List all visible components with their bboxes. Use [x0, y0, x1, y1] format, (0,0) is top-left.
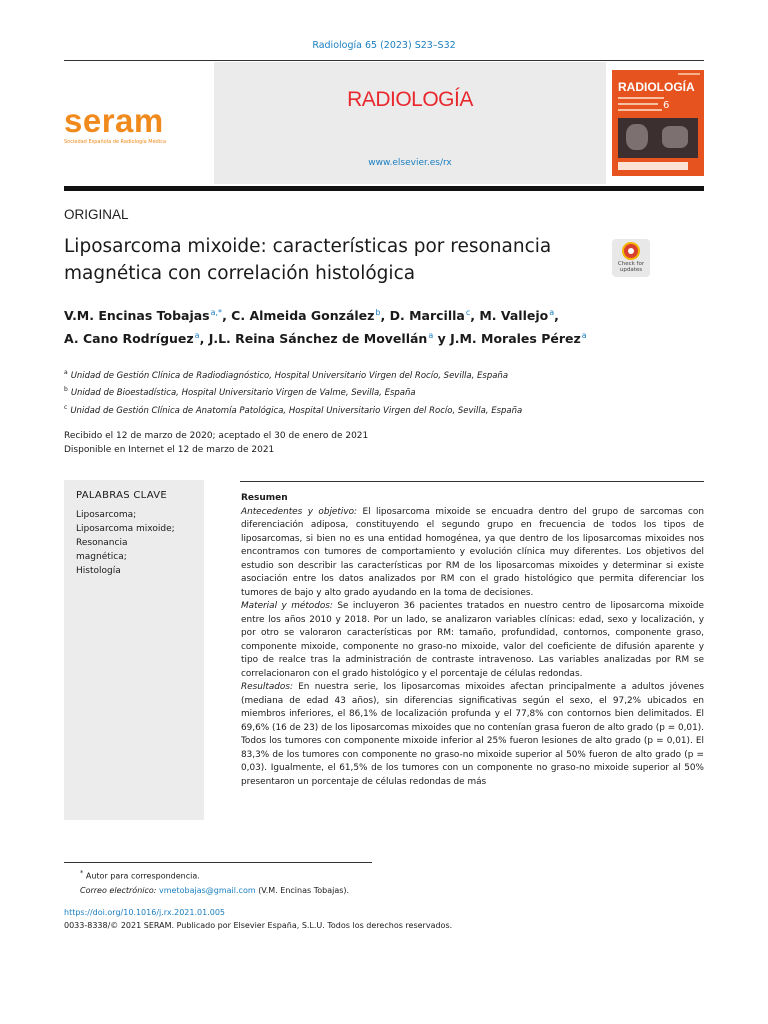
author: D. Marcilla$^c$, [389, 308, 480, 324]
keyword: Resonancia [76, 538, 128, 548]
keywords-panel [64, 480, 204, 820]
cover-radiograph [618, 118, 698, 158]
header-top-rule [64, 60, 704, 61]
author-affiliation-link[interactable]: c [465, 308, 471, 317]
copyright-notice: 0033-8338/© 2021 SERAM. Publicado por Elsevier España, S.L.U. Todos los derechos reservados. [64, 921, 453, 930]
author-affiliation-link[interactable]: a [581, 331, 587, 341]
abstract-section: Antecedentes y objetivo: El liposarcoma mixoide se encuadra dentro del grupo de sarcomas con diferenciación adiposa, constituyendo el segundo grupo en frecuencia de todos los tipos de liposarcomas, si bien no es una entidad homogénea, ya que dentro de los liposarcomas mixoides nos encontramos con tumores de comportamiento y evolución clínica muy diferentes. Los objetivos del estudio son describir las características por RM de los liposarcomas mixoides y determinar si existe asociación entre los datos analizados por RM con el grado histológico que permita diferenciar los tumores de bajo y alto grado ayudando en la toma de decisiones. [241, 506, 704, 598]
online-date: Disponible en Internet el 12 de marzo de 2021 [64, 445, 275, 455]
author: C. Almeida González$^b$, [231, 308, 390, 324]
affiliation: $^b$ Unidad de Bioestadística, Hospital Universitario Virgen de Valme, Sevilla, España [64, 386, 416, 399]
author: A. Cano Rodríguez$^a$, [64, 331, 209, 347]
article-dates [64, 429, 704, 457]
cover-issue-number: 6 [663, 100, 670, 111]
check-updates-icon [622, 242, 640, 260]
author: J.L. Reina Sánchez de Movellán$^a$ y [208, 331, 451, 347]
received-date: Recibido el 12 de marzo de 2020; aceptado el 30 de enero de 2021 [64, 431, 369, 441]
keywords-title: PALABRAS CLAVE [76, 490, 167, 501]
author-affiliation-link[interactable]: a [428, 331, 434, 341]
keyword: Liposarcoma; [76, 510, 137, 520]
author: M. Vallejo$^a$, [479, 308, 559, 324]
journal-url[interactable]: www.elsevier.es/rx [368, 158, 452, 168]
check-updates-label: Check for updates [617, 261, 645, 273]
affiliation: $^a$ Unidad de Gestión Clínica de Radiodiagnóstico, Hospital Universitario Virgen del Rocío, Sevilla, España [64, 369, 509, 381]
check-for-updates-button[interactable] [612, 239, 650, 277]
abstract-section: Material y métodos: Se incluyeron 36 pacientes tratados en nuestro centro de liposarcoma mixoide entre los años 2010 y 2018. Por un lado, se analizaron variables clínicas: edad, sexo y localización, y por otro se valoraron características por RM: tamaño, profundidad, contornos, componente graso, componente mixoide, componente no graso-no mixoide, valor del coeficiente de difusión aparente y tipo de realce tras la administración de contraste intravenoso. Las variables analizadas por RM se correlacionaron con el grado histológico y el porcentaje de células redondas. [241, 601, 704, 679]
abstract [241, 492, 704, 789]
logo-subtitle: Sociedad Española de Radiología Médica [64, 139, 167, 145]
abstract-heading: Resumen [241, 493, 288, 503]
affiliation: $^c$ Unidad de Gestión Clínica de Anatomía Patológica, Hospital Universitario Virgen del Rocío, Sevilla, España [64, 403, 523, 416]
author-affiliation-link[interactable]: b [375, 308, 381, 317]
journal-cover-image[interactable] [612, 70, 704, 176]
journal-header [214, 62, 606, 184]
article-title: Liposarcoma mixoide: características por resonancia magnética con correlación histológica [64, 236, 552, 284]
affiliation-list [64, 366, 704, 418]
author-affiliation-link[interactable]: a [549, 308, 555, 317]
keyword: Liposarcoma mixoide; [76, 524, 175, 534]
cover-footer [618, 162, 688, 170]
author: V.M. Encinas Tobajas$^{a,*}$, [64, 308, 232, 324]
logo-word: seram [64, 102, 164, 139]
cover-text-line [618, 103, 658, 105]
abstract-section: Resultados: En nuestra serie, los liposarcomas mixoides afectan principalmente a adultos jóvenes (mediana de edad 43 años), sin diferencias significativas según el sexo, el 97,2% ubicados en miembros inferiores, el 86,1% de localización profunda y el 77,8% con contornos bien delimitados. El 69,6% (16 de 23) de los liposarcomas mixoides que no contenían grasa fueron de alto grado (p = 0,01). Todos los tumores con componente mixoide inferior al 25% fueron lesiones de alto grado (p = 0,01). El 83,3% de los tumores con componente no graso-no mixoide superior al 50% fueron de alto grado (p = 0,03). Igualmente, el 61,5% de los tumores con un componente no graso-no mixoide superior al 50% presentaron un porcentaje de células redondas de más [241, 682, 704, 787]
footnote-rule [64, 862, 372, 863]
author-affiliation-link[interactable]: a [194, 331, 200, 341]
keyword: Histología [76, 566, 121, 576]
doi-link[interactable]: https://doi.org/10.1016/j.rx.2021.01.005 [64, 908, 226, 917]
journal-name: RADIOLOGÍA [347, 88, 473, 111]
doi-link-row [64, 906, 225, 919]
seram-logo [64, 104, 204, 145]
journal-citation[interactable]: Radiología 65 (2023) S23–S32 [312, 40, 456, 51]
keyword: magnética; [76, 552, 127, 562]
cover-text-line [618, 97, 664, 99]
header-bottom-rule [64, 186, 704, 191]
email-link[interactable]: vmetobajas@gmail.com [159, 885, 256, 895]
article-type: ORIGINAL [64, 207, 129, 222]
cover-title: RADIOLOGÍA [618, 80, 695, 94]
cover-text-line [618, 109, 662, 111]
author: J.M. Morales Pérez$^a$ [450, 331, 587, 347]
abstract-rule [240, 481, 704, 482]
author-list [64, 303, 684, 349]
keywords-list [76, 508, 175, 578]
author-affiliation-link[interactable]: a,* [210, 308, 223, 317]
cover-corner-mark [678, 73, 700, 75]
correspondence-footnote: * Autor para correspondencia. Correo electrónico: vmetobajas@gmail.com (V.M. Encinas Tobajas). [80, 869, 350, 895]
